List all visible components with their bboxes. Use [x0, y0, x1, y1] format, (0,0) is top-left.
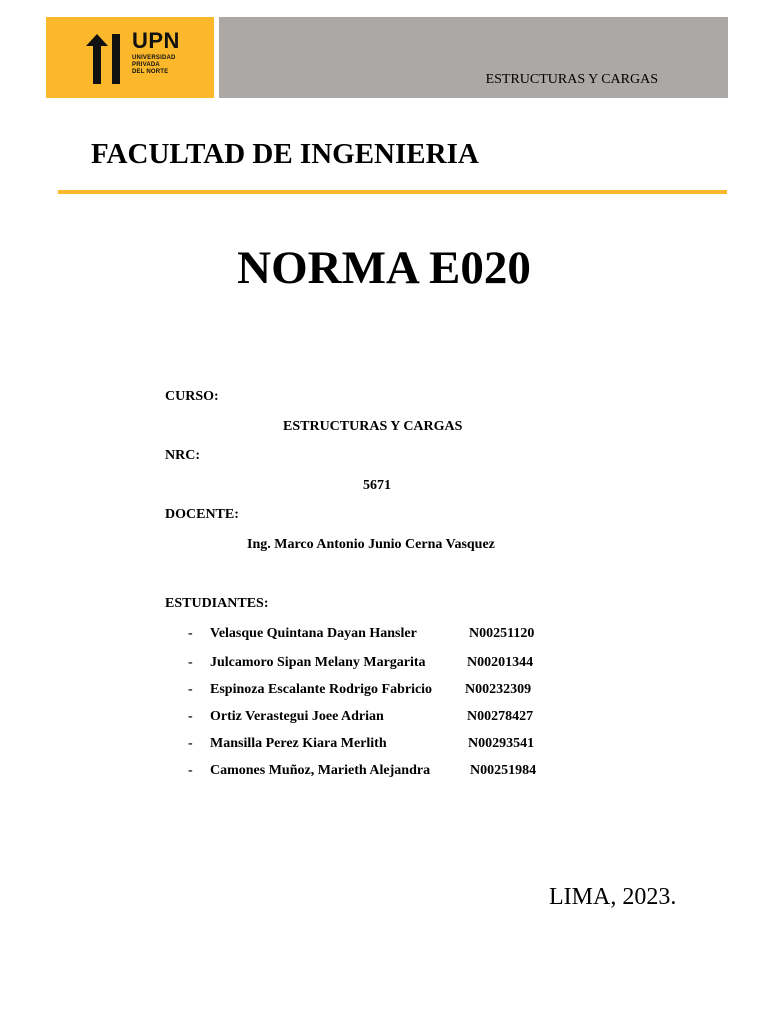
course-label: CURSO:	[165, 389, 219, 404]
list-bullet: -	[188, 682, 193, 697]
nrc-label: NRC:	[165, 448, 200, 463]
logo-subtitle: UNIVERSIDAD PRIVADA DEL NORTE	[132, 55, 176, 75]
student-name: Ortiz Verastegui Joee Adrian	[210, 709, 384, 724]
faculty-heading: FACULTAD DE INGENIERIA	[91, 138, 479, 170]
city-date: LIMA, 2023.	[549, 884, 677, 910]
student-code: N00293541	[468, 736, 535, 751]
logo-text-block	[132, 29, 180, 76]
document-title: NORMA E020	[237, 242, 531, 294]
students-label: ESTUDIANTES:	[165, 596, 269, 611]
list-bullet: -	[188, 736, 193, 751]
student-name: Mansilla Perez Kiara Merlith	[210, 736, 387, 751]
student-name: Espinoza Escalante Rodrigo Fabricio	[210, 682, 433, 697]
upn-logo	[46, 17, 214, 98]
upn-arrow-logo-icon	[84, 30, 132, 86]
student-code: N00251120	[469, 626, 535, 641]
teacher-value: Ing. Marco Antonio Junio Cerna Vasquez	[247, 537, 495, 552]
logo-wordmark: UPN	[132, 28, 180, 53]
list-bullet: -	[188, 626, 193, 641]
accent-divider	[58, 190, 727, 194]
student-name: Julcamoro Sipan Melany Margarita	[210, 655, 426, 670]
teacher-label: DOCENTE:	[165, 507, 239, 522]
student-name: Velasque Quintana Dayan Hansler	[210, 626, 417, 641]
list-bullet: -	[188, 763, 193, 778]
list-bullet: -	[188, 709, 193, 724]
student-code: N00278427	[467, 709, 534, 724]
student-code: N00201344	[467, 655, 534, 670]
student-code: N00251984	[470, 763, 537, 778]
student-name: Camones Muñoz, Marieth Alejandra	[210, 763, 431, 778]
student-code: N00232309	[465, 682, 532, 697]
course-value: ESTRUCTURAS Y CARGAS	[283, 419, 463, 434]
nrc-value: 5671	[363, 478, 391, 493]
header-course-title: ESTRUCTURAS Y CARGAS	[485, 72, 658, 87]
list-bullet: -	[188, 655, 193, 670]
header-band	[219, 17, 728, 98]
